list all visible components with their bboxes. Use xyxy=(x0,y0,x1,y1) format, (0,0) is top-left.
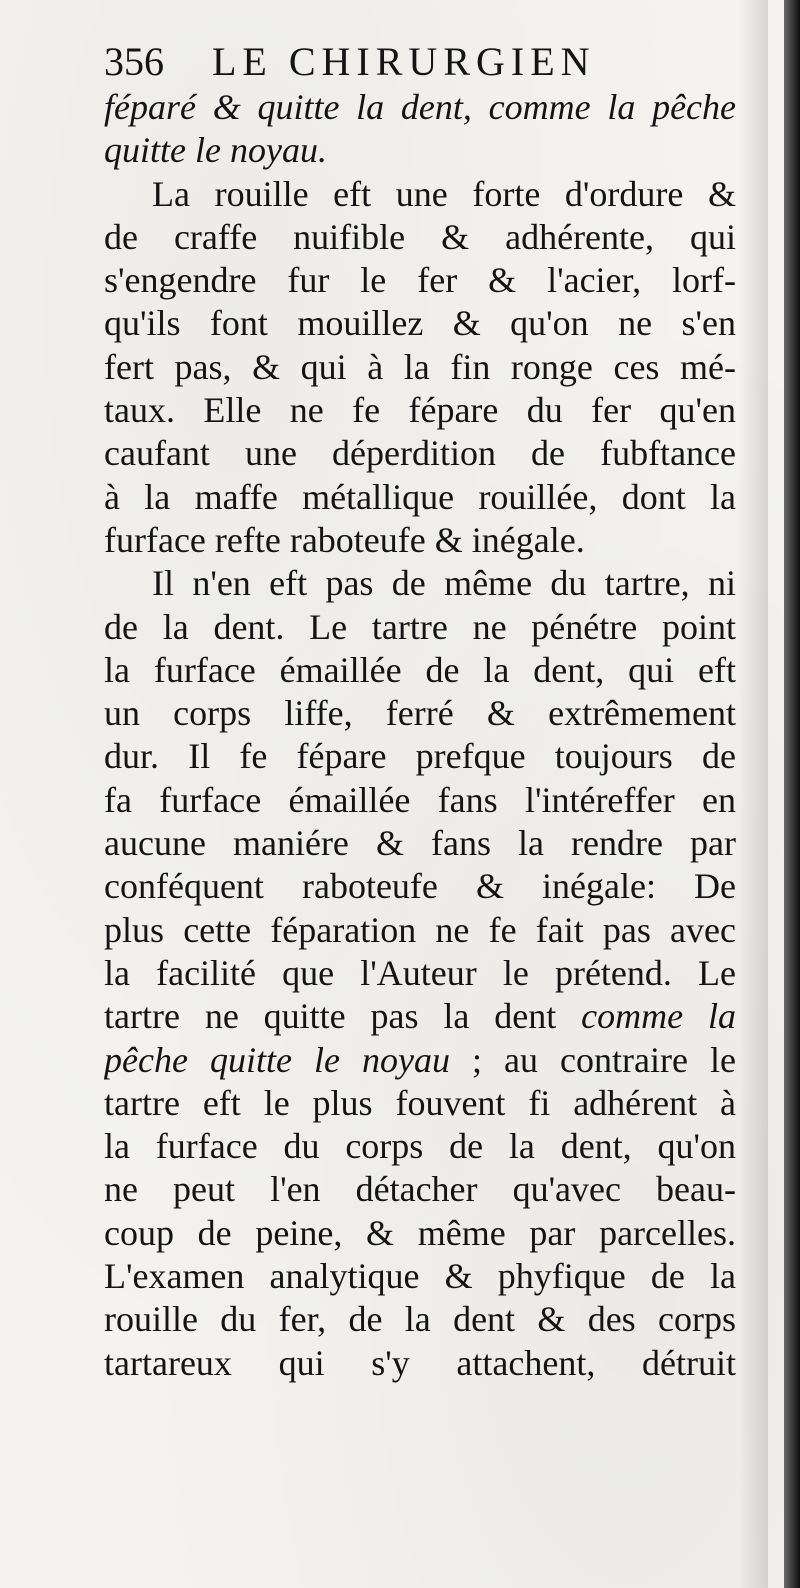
text-span: aucune maniére & fans la rendre par xyxy=(104,823,736,864)
text-line xyxy=(104,692,736,735)
italic-text: féparé & quitte la dent, comme la pêche xyxy=(104,87,736,127)
text-span: caufant une déperdition de fubftance xyxy=(104,433,736,474)
text-span: de la dent. Le tartre ne pénétre point xyxy=(104,606,736,647)
text-span: L'examen analytique & phyfique de la xyxy=(104,1256,736,1297)
italic-text: quitte le noyau. xyxy=(104,130,327,171)
page-number: 356 xyxy=(104,39,164,84)
text-line xyxy=(104,649,736,692)
italic-text: pêche quitte le noyau xyxy=(104,1039,450,1080)
text-span: un corps liffe, ferré & extrêmement xyxy=(104,693,736,734)
text-span: tartre ne quitte pas la dent xyxy=(104,996,582,1037)
text-line xyxy=(104,1255,736,1298)
text-line xyxy=(104,562,736,605)
body-text xyxy=(104,86,736,1385)
text-line xyxy=(104,1039,736,1082)
text-line xyxy=(104,1125,736,1168)
text-line xyxy=(104,389,736,432)
page-edge xyxy=(784,0,800,1588)
text-span: ne peut l'en détacher qu'avec beau- xyxy=(104,1169,736,1210)
text-span: dur. Il fe fépare prefque toujours de xyxy=(104,736,736,777)
text-line xyxy=(104,606,736,649)
text-span: plus cette féparation ne fe fait pas avec xyxy=(104,909,736,950)
text-line xyxy=(104,1168,736,1211)
text-span: La rouille eft une forte d'ordure & xyxy=(152,173,736,214)
text-span: à la maffe métallique rouillée, dont la xyxy=(104,476,736,517)
text-line xyxy=(104,302,736,345)
text-span: taux. Elle ne fe fépare du fer qu'en xyxy=(104,390,736,431)
text-line xyxy=(104,1212,736,1255)
text-line xyxy=(104,822,736,865)
text-line xyxy=(104,259,736,302)
text-span: conféquent raboteufe & inégale: De xyxy=(104,866,736,907)
text-line xyxy=(104,129,736,172)
text-span: la furface émaillée de la dent, qui eft xyxy=(104,649,736,690)
text-line xyxy=(104,735,736,778)
text-line xyxy=(104,909,736,952)
text-span: la facilité que l'Auteur le prétend. Le xyxy=(104,952,736,993)
text-line xyxy=(104,346,736,389)
text-span: rouille du fer, de la dent & des corps xyxy=(104,1299,736,1340)
text-line xyxy=(104,779,736,822)
text-line xyxy=(104,865,736,908)
text-line xyxy=(104,476,736,519)
text-line xyxy=(104,86,736,129)
text-span: la furface du corps de la dent, qu'on xyxy=(104,1126,736,1167)
text-span: fa furface émaillée fans l'intéreffer en xyxy=(104,779,736,820)
text-span: tartre eft le plus fouvent fi adhérent à xyxy=(104,1082,736,1123)
text-span: Il n'en eft pas de même du tartre, ni xyxy=(152,563,736,604)
text-line xyxy=(104,173,736,216)
text-span: qu'ils font mouillez & qu'on ne s'en xyxy=(104,303,736,344)
text-span: coup de peine, & même par parcelles. xyxy=(104,1212,736,1253)
text-span: de craffe nuifible & adhérente, qui xyxy=(104,216,736,257)
running-title: LE CHIRURGIEN xyxy=(212,39,596,84)
italic-text: comme la xyxy=(581,996,736,1037)
text-line xyxy=(104,519,736,562)
text-span: ; au contraire le xyxy=(449,1039,736,1080)
text-line xyxy=(104,1342,736,1385)
page-shadow xyxy=(738,0,768,1588)
text-span: fert pas, & qui à la fin ronge ces mé- xyxy=(104,346,736,387)
text-span: tartareux qui s'y attachent, détruit xyxy=(104,1342,736,1383)
text-span: furface refte raboteufe & inégale. xyxy=(104,519,585,560)
text-line xyxy=(104,1082,736,1125)
text-line xyxy=(104,216,736,259)
text-line xyxy=(104,995,736,1038)
text-line xyxy=(104,1298,736,1341)
text-span: s'engendre fur le fer & l'acier, lorf- xyxy=(104,260,736,301)
text-line xyxy=(104,432,736,475)
text-line xyxy=(104,952,736,995)
running-head xyxy=(104,36,624,88)
